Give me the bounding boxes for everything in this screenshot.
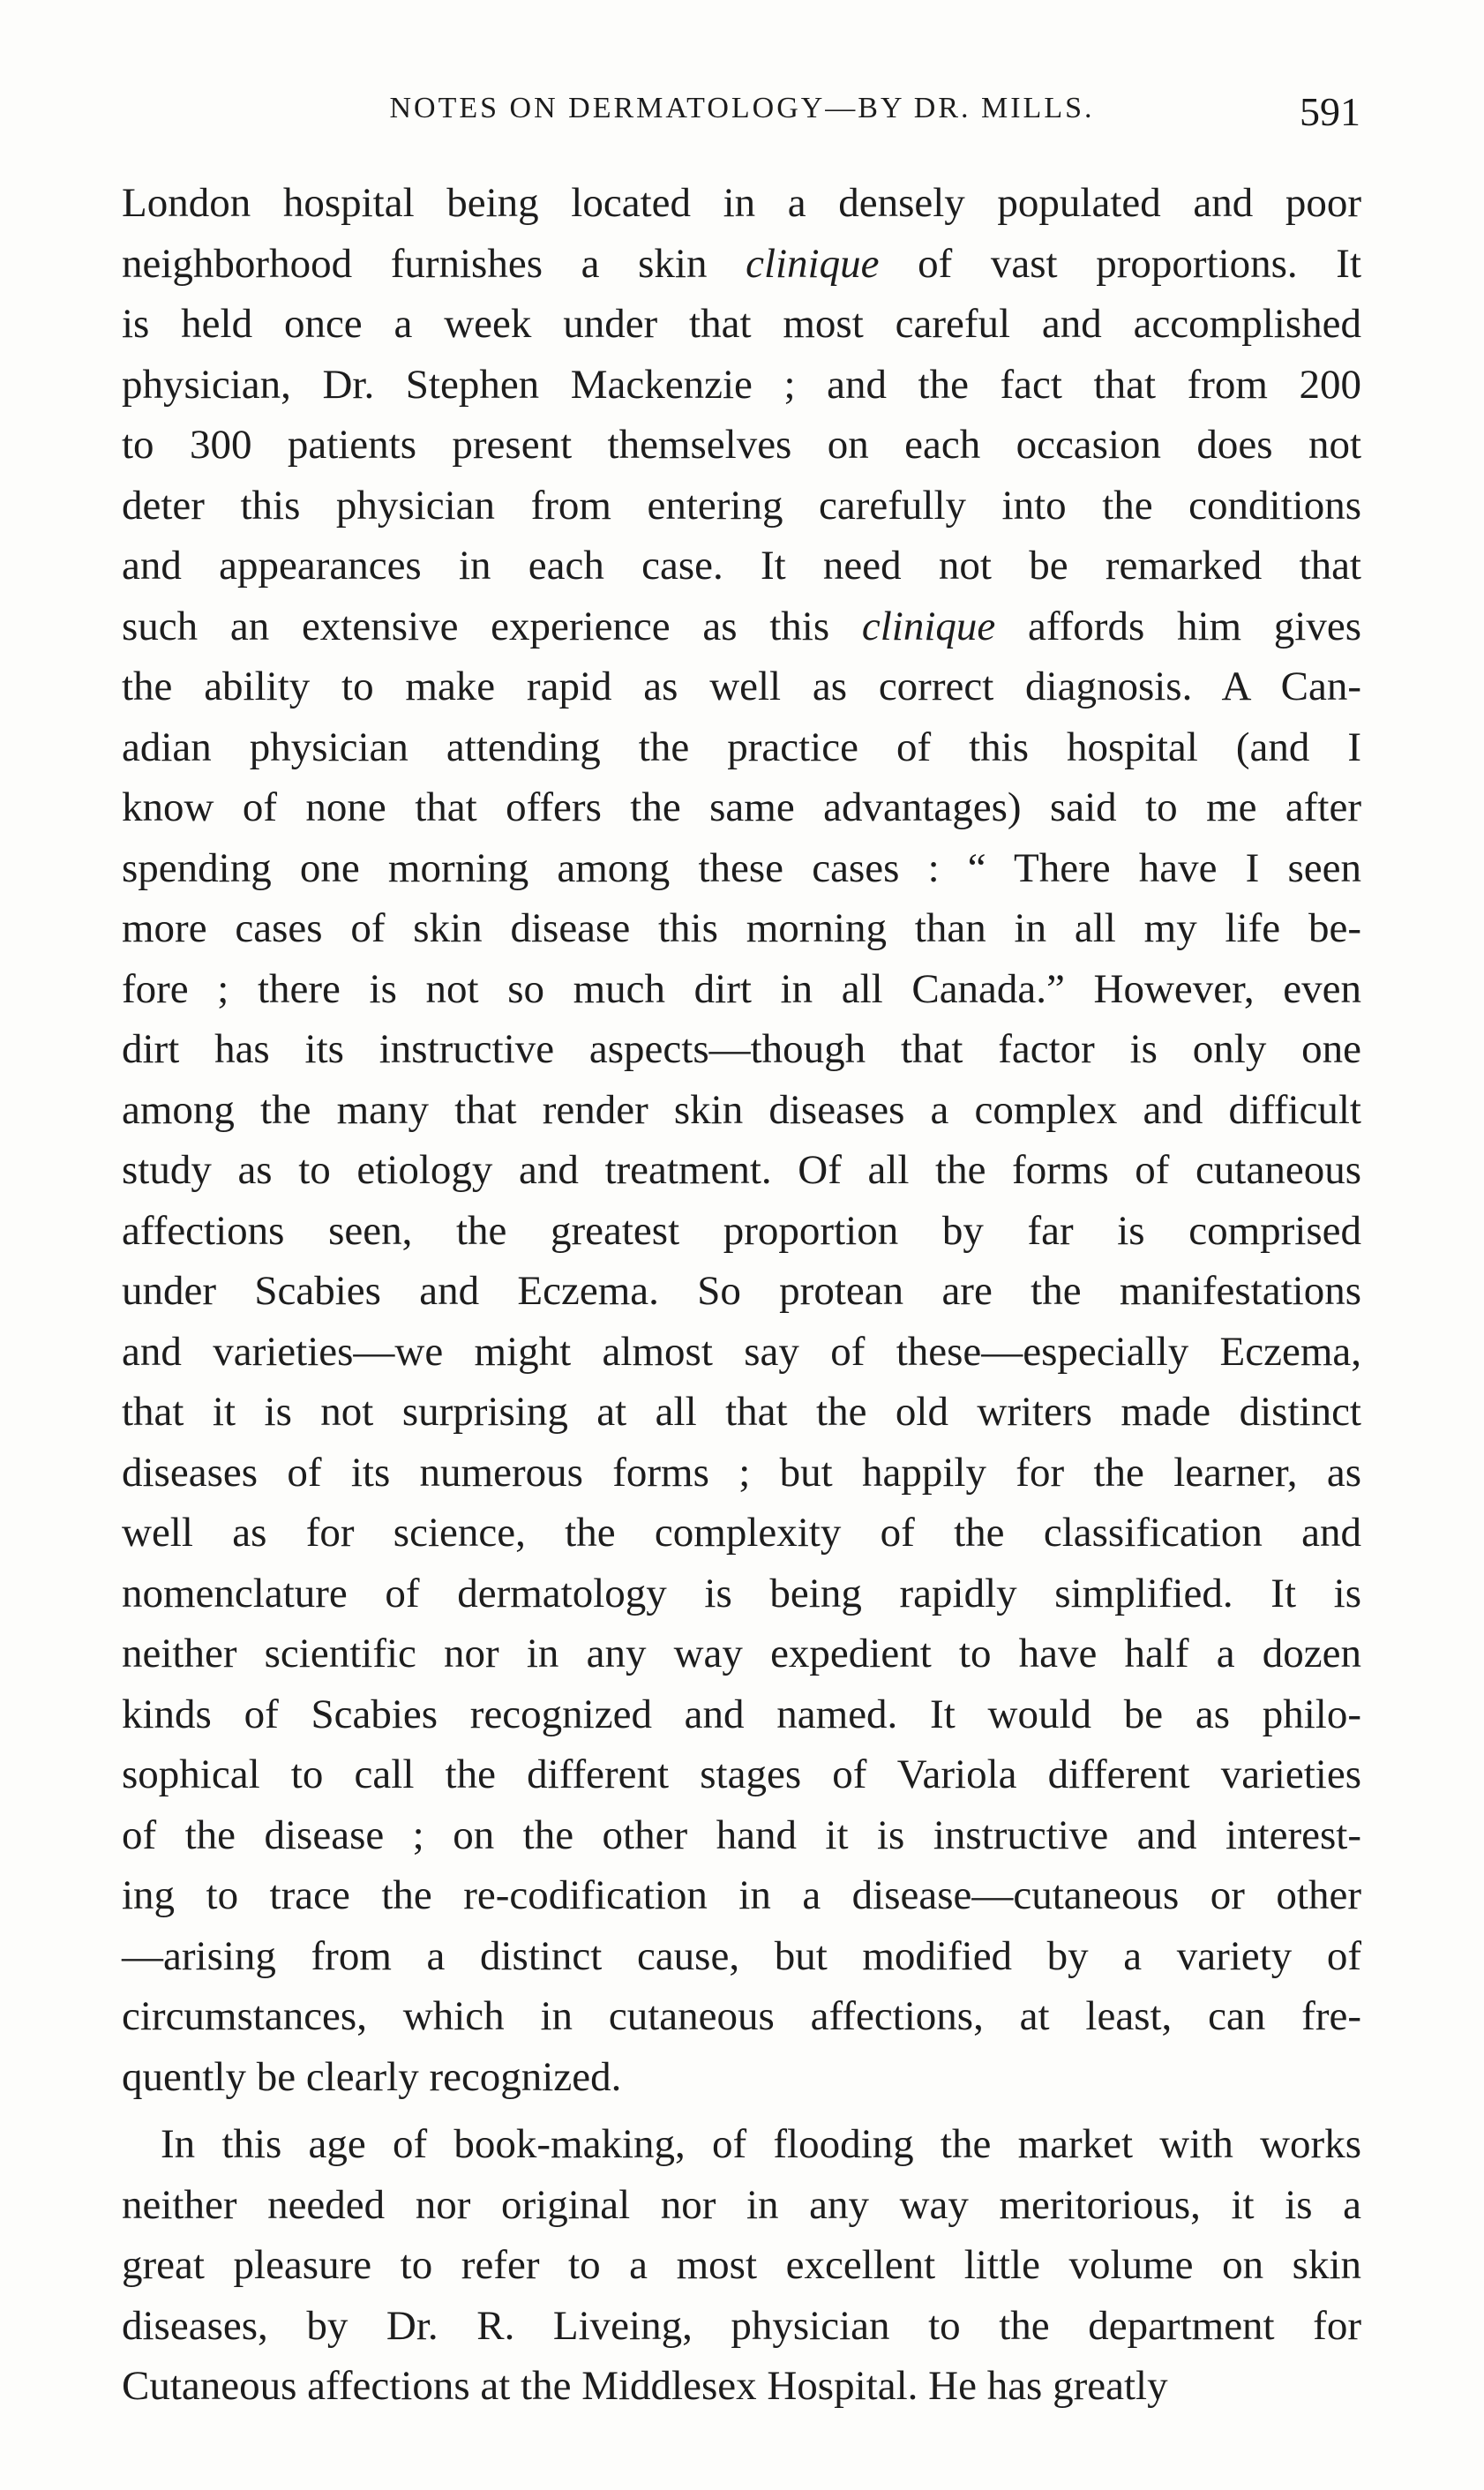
- text-line: study as to etiology and treatment. Of all the forms of cutaneous: [122, 1147, 1361, 1193]
- text-line: spending one morning among these cases : “ There have I seen: [122, 844, 1361, 891]
- text-line: nomenclature of dermatology is being rapidly simplified. It is: [122, 1570, 1361, 1616]
- text-line: adian physician attending the practice of this hospital (and I: [122, 724, 1361, 770]
- paragraph: [122, 2114, 1361, 2417]
- text-line: circumstances, which in cutaneous affections, at least, can fre-: [122, 1993, 1361, 2039]
- text-line: affections seen, the greatest proportion by far is comprised: [122, 1207, 1361, 1254]
- text-line: —arising from a distinct cause, but modified by a variety of: [122, 1932, 1361, 1979]
- running-head: [124, 89, 1360, 145]
- text-line: quently be clearly recognized.: [122, 2053, 622, 2100]
- text-line: and appearances in each case. It need not be remarked that: [122, 543, 1361, 589]
- text-line: London hospital being located in a densely populated and poor: [122, 180, 1361, 226]
- text-line: dirt has its instructive aspects—though that factor is only one: [122, 1026, 1361, 1072]
- text-line: neither needed nor original nor in any way meritorious, it is a: [122, 2181, 1361, 2228]
- text-line: diseases of its numerous forms ; but happily for the learner, as: [122, 1449, 1361, 1496]
- text-line: great pleasure to refer to a most excellent little volume on skin: [122, 2242, 1361, 2288]
- text-line: In this age of book-making, of flooding the market with works: [161, 2121, 1361, 2167]
- text-line: well as for science, the complexity of the classification and: [122, 1510, 1361, 1556]
- text-line: among the many that render skin diseases a complex and difficult: [122, 1086, 1361, 1133]
- text-line: kinds of Scabies recognized and named. It would be as philo-: [122, 1691, 1361, 1737]
- text-line: neighborhood furnishes a skin clinique of vast proportions. It: [122, 240, 1361, 287]
- text-line: of the disease ; on the other hand it is instructive and interest-: [122, 1811, 1361, 1858]
- text-line: under Scabies and Eczema. So protean are the manifestations: [122, 1268, 1361, 1314]
- text-line: sophical to call the different stages of Variola different varieties: [122, 1751, 1361, 1797]
- running-title: NOTES ON DERMATOLOGY—BY DR. MILLS.: [389, 92, 1095, 124]
- text-line: and varieties—we might almost say of these—especially Eczema,: [122, 1328, 1361, 1375]
- text-line: neither scientific nor in any way expedient to have half a dozen: [122, 1631, 1361, 1676]
- text-line: is held once a week under that most careful and accomplished: [122, 301, 1361, 347]
- paragraph: [122, 173, 1361, 2107]
- text-line: physician, Dr. Stephen Mackenzie ; and the fact that from 200: [122, 361, 1361, 408]
- text-line: deter this physician from entering carefully into the conditions: [122, 482, 1361, 529]
- text-line: that it is not surprising at all that the old writers made distinct: [122, 1389, 1361, 1435]
- text-line: Cutaneous affections at the Middlesex Hospital. He has greatly: [122, 2363, 1168, 2409]
- text-line: ing to trace the re-codification in a disease—cutaneous or other: [122, 1872, 1361, 1918]
- text-line: such an extensive experience as this clinique affords him gives: [122, 603, 1361, 649]
- text-line: to 300 patients present themselves on each occasion does not: [122, 422, 1361, 468]
- text-line: fore ; there is not so much dirt in all Canada.” However, even: [122, 965, 1361, 1012]
- text-line: the ability to make rapid as well as correct diagnosis. A Can-: [122, 664, 1361, 709]
- text-line: more cases of skin disease this morning than in all my life be-: [122, 905, 1361, 951]
- page-number: 591: [1300, 89, 1360, 134]
- body-text: [122, 173, 1361, 2417]
- text-line: diseases, by Dr. R. Liveing, physician to the department for: [122, 2302, 1361, 2349]
- text-line: know of none that offers the same advantages) said to me after: [122, 784, 1361, 830]
